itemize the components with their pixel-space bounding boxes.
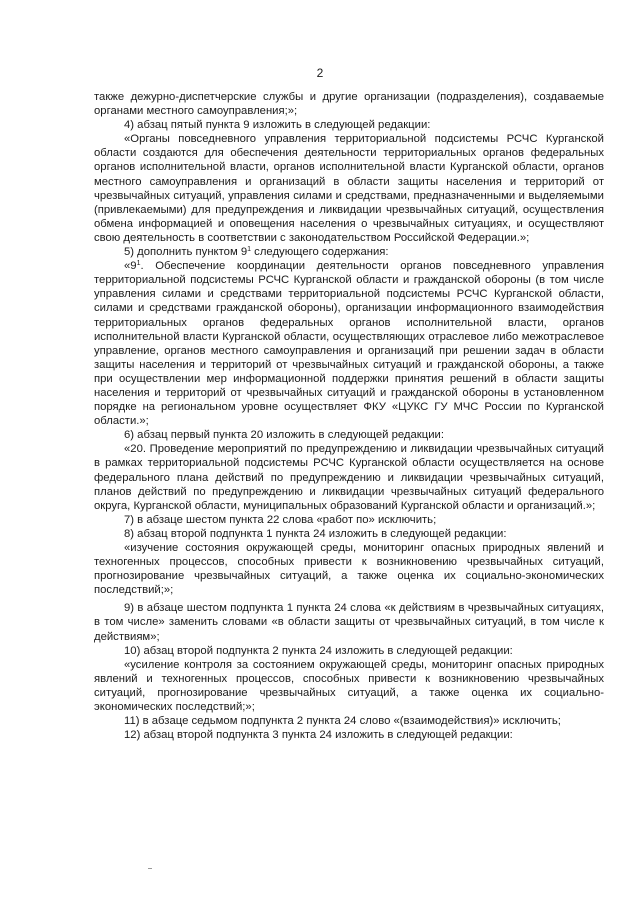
- paragraph: 6) абзац первый пункта 20 изложить в следующей редакции:: [124, 429, 444, 442]
- paragraph: также дежурно-диспетчерские службы и другие организации (подразделения), создаваемые органами местного самоуправления;»;: [94, 91, 604, 118]
- page-edge-mark: [148, 868, 152, 869]
- paragraph: 5) дополнить пунктом $9^1$ следующего содержания:: [124, 246, 389, 259]
- paragraph: 7) в абзаце шестом пункта 22 слова «работ по» исключить;: [124, 513, 437, 526]
- paragraph: «усиление контроля за состоянием окружающей среды, мониторинг опасных природных явлений и техногенных процессов, способных привести к возникновению чрезвычайных ситуаций, прогнозирование чрезвычайных ситуаций, а также оценка их социально-экономических последствий;»;: [94, 658, 604, 714]
- paragraph: «20. Проведение мероприятий по предупреждению и ликвидации чрезвычайных ситуаций в рамках территориальной подсистемы РСЧС Курганской области осуществляется на основе федерального плана действий по предупреждению и ликвидации чрезвычайных ситуаций, планов действий по предупреждению и ликвидации чрезвычайных ситуаций федерального округа, Курганской области, муниципальных образований Курганской области и организаций.»;: [94, 443, 604, 512]
- paragraph: «Органы повседневного управления территориальной подсистемы РСЧС Курганской области создаются для обеспечения деятельности территориальных органов федеральных органов исполнительной власти, органов исполнительной власти Курганской области, органов местного самоуправления и организаций в области защиты населения и территорий от чрезвычайных ситуаций, управления силами и средствами, предназначенными и выделяемыми (привлекаемыми) для предупреждения и ликвидации чрезвычайных ситуаций, осуществления обмена информацией и оповещения населения о чрезвычайных ситуациях, и осуществляют свою деятельность в соответствии с законодательством Российской Федерации.»;: [94, 133, 604, 244]
- paragraph: «изучение состояния окружающей среды, мониторинг опасных природных явлений и техногенных процессов, способных привести к возникновению чрезвычайных ситуаций, прогнозирование чрезвычайных ситуаций, а также оценка их социально-экономических последствий;»;: [94, 542, 604, 597]
- superscript: 1: [247, 246, 252, 254]
- superscript: 1: [136, 260, 141, 268]
- paragraph: 8) абзац второй подпункта 1 пункта 24 изложить в следующей редакции:: [124, 527, 507, 540]
- paragraph: 11) в абзаце седьмом подпункта 2 пункта 24 слово «(взаимодействия)» исключить;: [124, 715, 561, 728]
- paragraph: 12) абзац второй подпункта 3 пункта 24 изложить в следующей редакции:: [124, 729, 513, 742]
- paragraph: 9) в абзаце шестом подпункта 1 пункта 24 слова «к действиям в чрезвычайных ситуациях, в том числе» заменить словами «в области защиты от чрезвычайных ситуаций, в том числе к действиям»;: [94, 602, 604, 643]
- page-number: 2: [316, 66, 324, 80]
- paragraph: «$9^1$. Обеспечение координации деятельности органов повседневного управления территориальной подсистемы РСЧС Курганской области и гражданской обороны (в том числе управления силами и средствами территориальной подсистемы РСЧС Курганской области, силами и средствами гражданской обороны), организации информационного взаимодействия территориальных органов федеральных органов исполнительной власти, органов исполнительной власти Курганской области, осуществляющих отраслевое либо межотраслевое управление, органов местного самоуправления и организаций при решении задач в области защиты населения и территорий от чрезвычайных ситуаций и гражданской обороны, а также при осуществлении мер информационной поддержки принятия решений в области защиты населения и территорий от чрезвычайных ситуаций и гражданской обороны в установленном порядке на региональном уровне осуществляет ФКУ «ЦУКС ГУ МЧС России по Курганской области.»;: [94, 260, 604, 428]
- paragraph: 4) абзац пятый пункта 9 изложить в следующей редакции:: [124, 119, 431, 132]
- document-body: [94, 90, 604, 742]
- paragraph: 10) абзац второй подпункта 2 пункта 24 изложить в следующей редакции:: [124, 644, 513, 657]
